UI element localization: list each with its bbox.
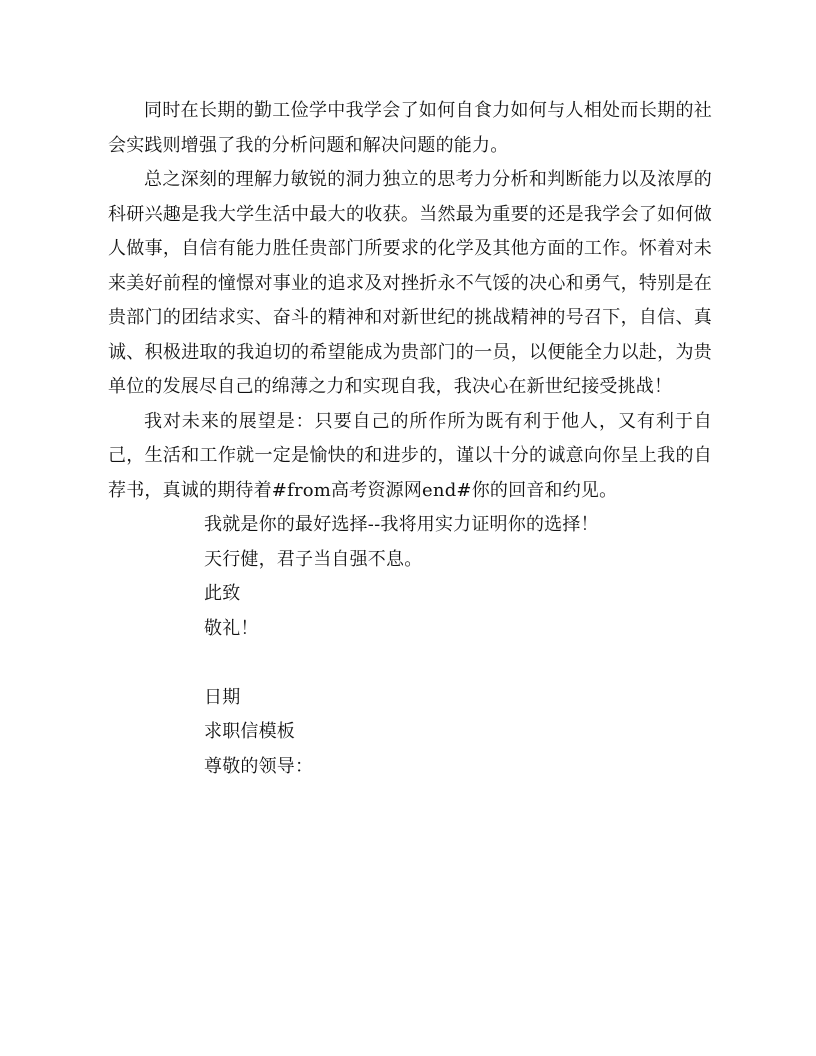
- closing-line-motto: 天行健，君子当自强不息。: [204, 548, 423, 570]
- blank-line: [108, 646, 712, 681]
- paragraph-outlook: 我对未来的展望是：只要自己的所作所为既有利于他人，又有利于自己，生活和工作就一定是愉快的和进步的，谨以十分的诚意向你呈上我的自荐书，真诚的期待着#from高考资源网end#你的回音和约见。: [108, 410, 712, 501]
- letter-body: [108, 94, 712, 784]
- date-label: 日期: [204, 686, 241, 708]
- closing-line-best-choice: 我就是你的最好选择--我将用实力证明你的选择！: [204, 514, 599, 535]
- paragraph-work-study: 同时在长期的勤工俭学中我学会了如何自食力如何与人相处而长期的社会实践则增强了我的分析问题和解决问题的能力。: [108, 100, 712, 156]
- paragraph-summary: 总之深刻的理解力敏锐的洞力独立的思考力分析和判断能力以及浓厚的科研兴趣是我大学生活中最大的收获。当然最为重要的还是我学会了如何做人做事，自信有能力胜任贵部门所要求的化学及其他方面的工作。怀着对未来美好前程的憧憬对事业的追求及对挫折永不气馁的决心和勇气，特别是在贵部门的团结求实、奋斗的精神和对新世纪的挑战精神的号召下，自信、真诚、积极进取的我迫切的希望能成为贵部门的一员，以便能全力以赴，为贵单位的发展尽自己的绵薄之力和实现自我，我决心在新世纪接受挑战！: [108, 169, 712, 397]
- closing-line-salute: 敬礼！: [204, 617, 259, 639]
- closing-line-regards: 此致: [204, 583, 241, 604]
- next-letter-title: 求职信模板: [204, 721, 295, 742]
- salutation: 尊敬的领导：: [204, 755, 314, 777]
